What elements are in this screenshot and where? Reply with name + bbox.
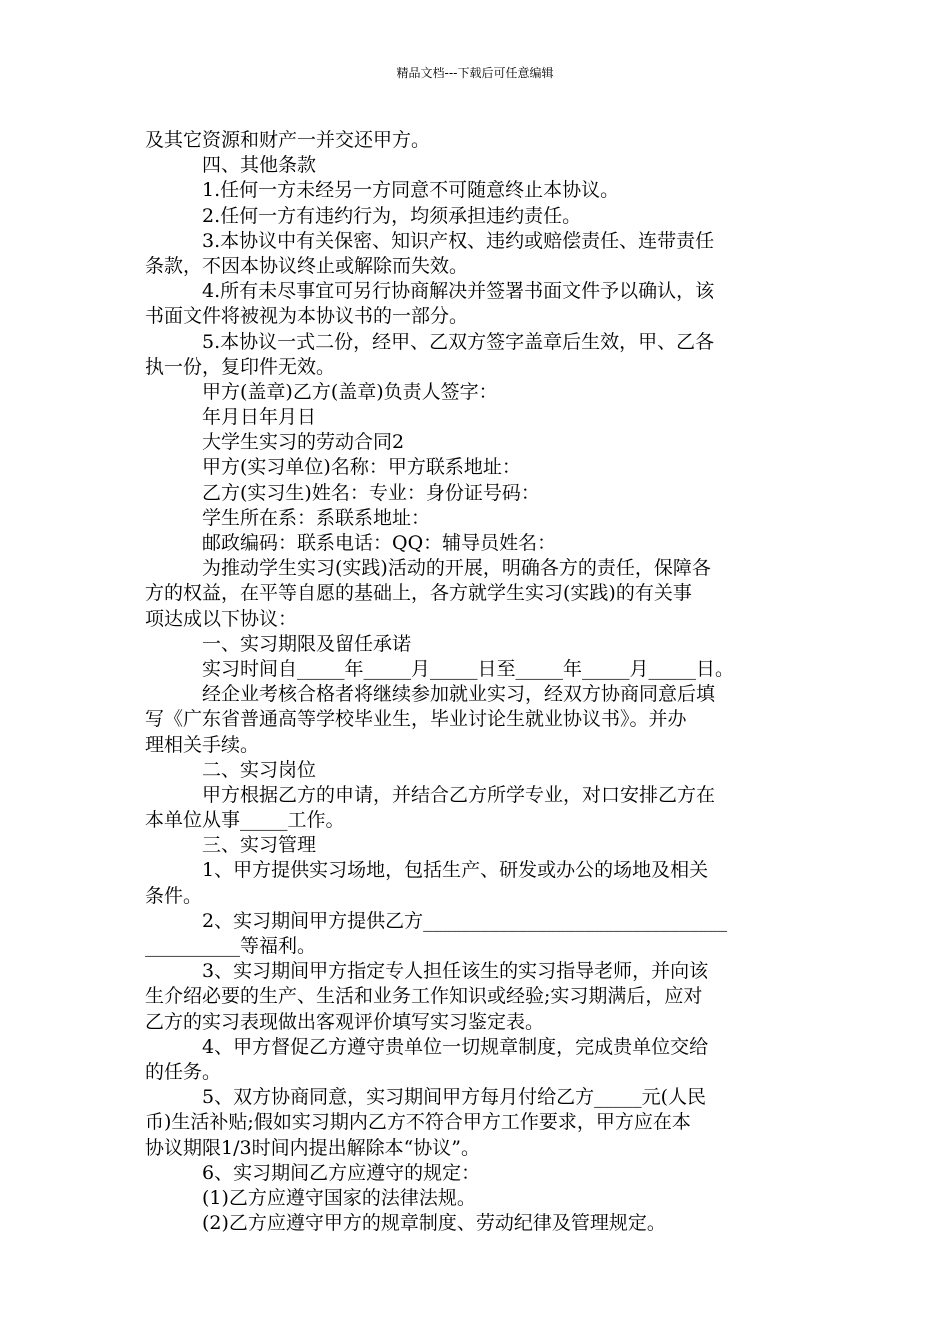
paragraph-line: 写《广东省普通高等学校毕业生，毕业讨论生就业协议书》。并办 bbox=[145, 708, 687, 731]
paragraph-line: 5.本协议一式二份，经甲、乙双方签字盖章后生效，甲、乙各 bbox=[202, 330, 715, 353]
paragraph-line: 三、实习管理 bbox=[202, 834, 317, 857]
paragraph-line: 6、实习期间乙方应遵守的规定： bbox=[202, 1161, 481, 1184]
paragraph-line: 学生所在系：系联系地址： bbox=[202, 506, 431, 529]
paragraph-line: 四、其他条款 bbox=[202, 154, 317, 177]
paragraph-line: 邮政编码：联系电话：QQ：辅导员姓名： bbox=[202, 532, 557, 554]
paragraph-line: 的任务。 bbox=[145, 1060, 222, 1083]
paragraph-line: 2、实习期间甲方提供乙方________________________________ bbox=[202, 909, 728, 932]
paragraph-line: 4.所有未尽事宜可另行协商解决并签署书面文件予以确认，该 bbox=[202, 280, 715, 303]
paragraph-line: 甲方根据乙方的申请，并结合乙方所学专业，对口安排乙方在 bbox=[202, 783, 716, 806]
paragraph-line: 乙方的实习表现做出客观评价填写实习鉴定表。 bbox=[145, 1010, 545, 1033]
page-header: 精品文档---下载后可任意编辑 bbox=[396, 66, 554, 80]
paragraph-line: 二、实习岗位 bbox=[202, 758, 317, 781]
paragraph-line: 项达成以下协议： bbox=[145, 607, 298, 630]
paragraph-line: 2.任何一方有违约行为，均须承担违约责任。 bbox=[202, 204, 582, 227]
paragraph-line: 理相关手续。 bbox=[145, 733, 260, 756]
paragraph-line: 甲方(实习单位)名称：甲方联系地址： bbox=[202, 456, 521, 479]
document-body bbox=[145, 128, 810, 1236]
paragraph-line: 1、甲方提供实习场地，包括生产、研发或办公的场地及相关 bbox=[202, 859, 709, 882]
paragraph-line: 3.本协议中有关保密、知识产权、违约或赔偿责任、连带责任 bbox=[202, 229, 715, 252]
paragraph-line: 生介绍必要的生产、生活和业务工作知识或经验;实习期满后，应对 bbox=[145, 985, 703, 1008]
paragraph-line: 及其它资源和财产一并交还甲方。 bbox=[145, 129, 431, 151]
paragraph-line: 方的权益，在平等自愿的基础上，各方就学生实习(实践)的有关事 bbox=[145, 582, 692, 605]
paragraph-line: 经企业考核合格者将继续参加就业实习，经双方协商同意后填 bbox=[202, 683, 716, 706]
paragraph-line: 本单位从事_____工作。 bbox=[145, 809, 345, 832]
paragraph-line: 1.任何一方未经另一方同意不可随意终止本协议。 bbox=[202, 179, 620, 202]
paragraph-line: 条款，不因本协议终止或解除而失效。 bbox=[145, 254, 469, 277]
paragraph-line: (1)乙方应遵守国家的法律法规。 bbox=[202, 1186, 476, 1209]
paragraph-line: 乙方(实习生)姓名：专业：身份证号码： bbox=[202, 481, 540, 504]
paragraph-line: 执一份，复印件无效。 bbox=[145, 355, 336, 378]
paragraph-line: 年月日年月日 bbox=[202, 406, 317, 429]
paragraph-line: 4、甲方督促乙方遵守贵单位一切规章制度，完成贵单位交给 bbox=[202, 1035, 709, 1058]
paragraph-line: 一、实习期限及留任承诺 bbox=[202, 632, 412, 655]
paragraph-line: 5、双方协商同意，实习期间甲方每月付给乙方_____元(人民 bbox=[202, 1086, 707, 1109]
paragraph-line: 甲方(盖章)乙方(盖章)负责人签字： bbox=[202, 380, 498, 403]
paragraph-line: 3、实习期间甲方指定专人担任该生的实习指导老师，并向该 bbox=[202, 960, 709, 983]
paragraph-line: __________等福利。 bbox=[145, 935, 317, 957]
paragraph-line: 币)生活补贴;假如实习期内乙方不符合甲方工作要求，甲方应在本 bbox=[145, 1111, 691, 1134]
paragraph-line: 协议期限1/3时间内提出解除本“协议”。 bbox=[145, 1136, 481, 1159]
paragraph-line: 为推动学生实习(实践)活动的开展，明确各方的责任，保障各 bbox=[202, 557, 711, 580]
paragraph-line: (2)乙方应遵守甲方的规章制度、劳动纪律及管理规定。 bbox=[202, 1212, 666, 1235]
paragraph-line: 条件。 bbox=[145, 884, 203, 907]
paragraph-line: 大学生实习的劳动合同2 bbox=[202, 431, 405, 454]
paragraph-line: 实习时间自_____年_____月_____日至_____年_____月_____日。 bbox=[202, 657, 735, 680]
paragraph-line: 书面文件将被视为本协议书的一部分。 bbox=[145, 305, 469, 328]
